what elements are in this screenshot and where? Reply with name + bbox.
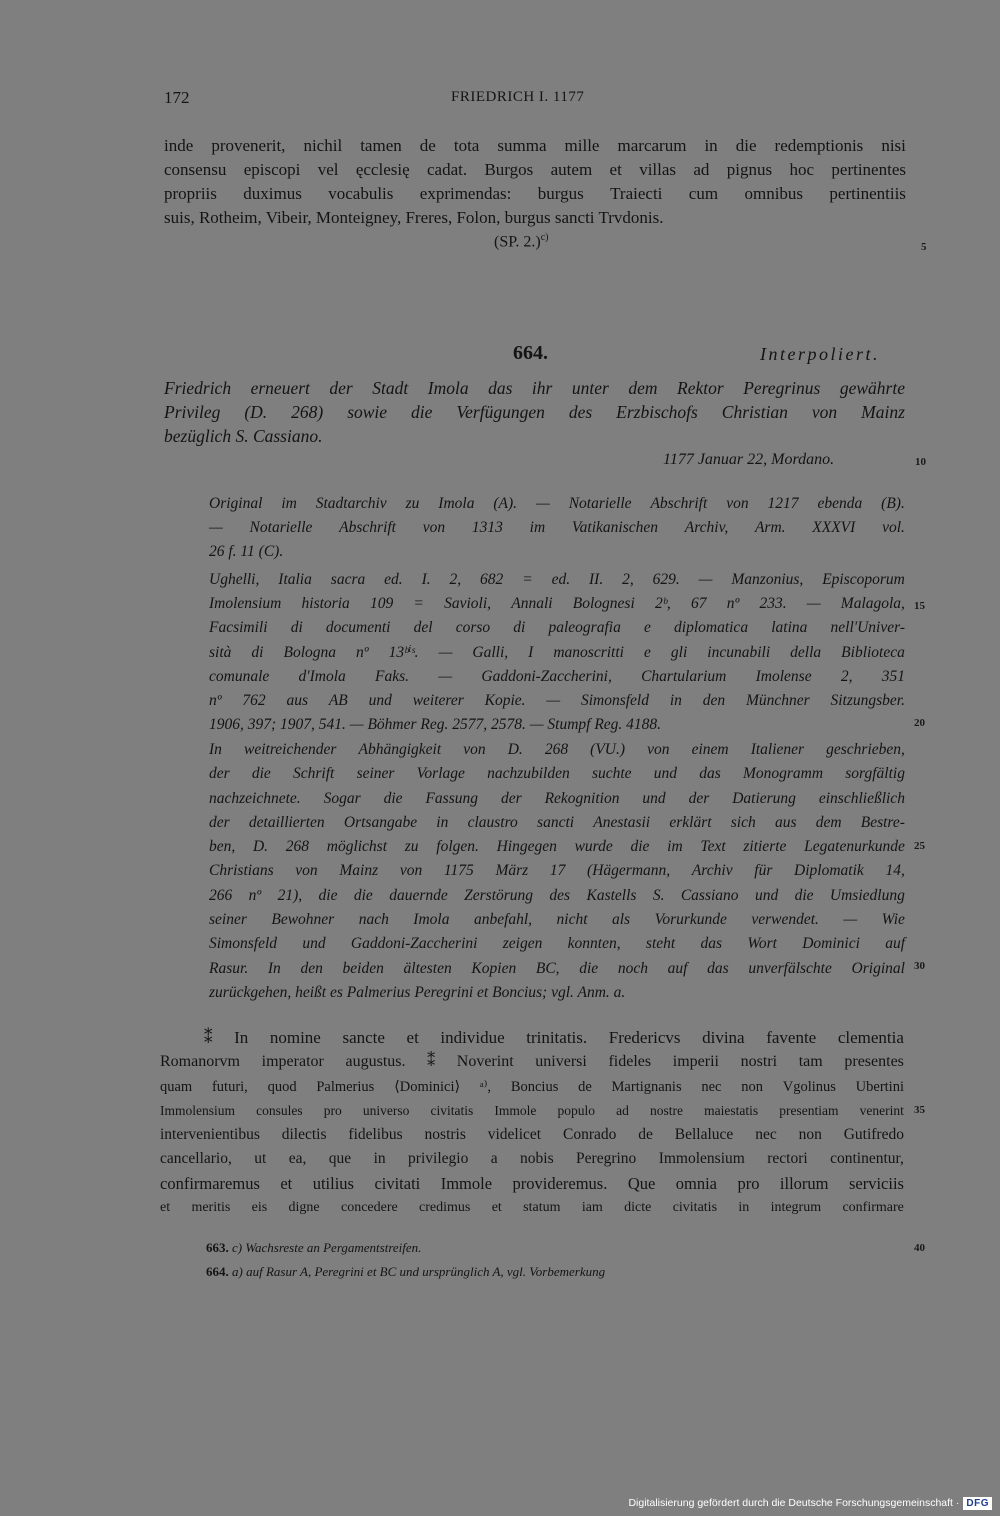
- apparatus-line: comunale d'Imola Faks. — Gaddoni-Zaccherini, Chartularium Imolense 2, 351: [209, 667, 905, 685]
- apparatus-line: der die Schrift seiner Vorlage nachzubilden suchte und das Monogramm sorgfältig: [209, 765, 905, 783]
- charter-line: Romanorvm imperator augustus. ⁑ Noverint universi fideles imperii nostri tam presentes: [160, 1053, 904, 1071]
- apparatus-line: nº 762 aus AB und weiterer Kopie. — Simonsfeld in den Münchner Sitzungsber.: [209, 692, 905, 710]
- summary-line: bezüglich S. Cassiano.: [164, 426, 323, 446]
- apparatus-line: Rasur. In den beiden ältesten Kopien BC, die noch auf das unverfälschte Original: [209, 959, 905, 977]
- text-line: consensu episcopi vel ęcclesię cadat. Burgos autem et villas ad pignus hoc pertinentes: [164, 160, 906, 179]
- apparatus-line: seiner Bewohner nach Imola anbefahl, nicht als Vorurkunde verwendet. — Wie: [209, 911, 905, 929]
- footnote-ref: 663.: [206, 1240, 229, 1255]
- closing-text: (SP. 2.): [494, 233, 541, 251]
- line-number: 15: [914, 600, 925, 612]
- doc-number: 664.: [513, 342, 548, 364]
- doc-status: Interpoliert.: [760, 344, 880, 364]
- prev-doc-text: [164, 134, 906, 230]
- apparatus-line: 1906, 397; 1907, 541. — Böhmer Reg. 2577, 2578. — Stumpf Reg. 4188.: [209, 716, 662, 734]
- line-number: 40: [914, 1242, 925, 1254]
- credit-text: Digitalisierung gefördert durch die Deutsche Forschungsgemeinschaft ·: [628, 1497, 960, 1509]
- apparatus-line: ben, D. 268 möglichst zu folgen. Hingegen wurde die im Text zitierte Legatenurkunde: [209, 838, 905, 856]
- text-line: propriis duximus vocabulis exprimendas: burgus Traiecti cum omnibus pertinentiis: [164, 184, 906, 203]
- charter-line: quam futuri, quod Palmerius ⟨Dominici⟩ ᵃ⁾, Boncius de Martignanis nec non Vgolinus Ubertini: [160, 1078, 904, 1095]
- apparatus-tradition: [209, 492, 905, 564]
- apparatus-line: 26 f. 11 (C).: [209, 543, 284, 560]
- line-number: 20: [914, 717, 925, 729]
- apparatus-line: 266 nº 21), die die dauernde Zerstörung des Kastells S. Cassiano und die Umsiedlung: [209, 886, 905, 904]
- apparatus-line: zurückgehen, heißt es Palmerius Peregrini et Boncius; vgl. Anm. a.: [209, 983, 626, 1001]
- line-number: 5: [921, 241, 927, 253]
- charter-line: ⁑ In nomine sancte et individue trinitatis. Fredericvs divina favente clementia: [204, 1028, 904, 1047]
- dfg-logo: DFG: [963, 1497, 992, 1510]
- summary-line: Privileg (D. 268) sowie die Verfügungen des Erzbischofs Christian von Mainz: [164, 402, 905, 422]
- footnote: [206, 1240, 421, 1256]
- charter-text: [160, 1026, 904, 1220]
- charter-line: et meritis eis digne concedere credimus et statum iam dicte civitatis in integrum confirmare: [160, 1200, 904, 1216]
- footnote-text: a) auf Rasur A, Peregrini et BC und ursprünglich A, vgl. Vorbemerkung: [232, 1264, 606, 1279]
- apparatus-line: der detaillierten Ortsangabe in claustro sancti Anestasii erklärt sich aus dem Bestre-: [209, 813, 905, 831]
- doc-summary: [164, 376, 905, 448]
- apparatus-editions: [209, 568, 905, 737]
- charter-line: Immolensium consules pro universo civitatis Immole populo ad nostre maiestatis presentiam venerint: [160, 1102, 904, 1118]
- apparatus-line: Imolensium historia 109 = Savioli, Annali Bolognesi 2ᵇ, 67 nº 233. — Malagola,: [209, 595, 905, 613]
- page-number: 172: [164, 88, 190, 107]
- text-line: suis, Rotheim, Vibeir, Monteigney, Freres, Folon, burgus sancti Trvdonis.: [164, 208, 664, 227]
- footnote-text: c) Wachsreste an Pergamentstreifen.: [232, 1240, 422, 1255]
- apparatus-line: Simonsfeld und Gaddoni-Zaccherini zeigen konnten, steht das Wort Dominici auf: [209, 935, 905, 953]
- closing-note: c): [540, 232, 549, 243]
- line-number: 25: [914, 840, 925, 852]
- charter-line: cancellario, ut ea, que in privilegio a nobis Peregrino Immolensium rectori continentur,: [160, 1150, 904, 1168]
- footnote: [206, 1264, 605, 1280]
- apparatus-line: Original im Stadtarchiv zu Imola (A). — Notarielle Abschrift von 1217 ebenda (B).: [209, 495, 905, 512]
- apparatus-line: — Notarielle Abschrift von 1313 im Vatikanischen Archiv, Arm. XXXVI vol.: [209, 519, 905, 536]
- digitization-credit: [628, 1492, 992, 1514]
- apparatus-line: Christians von Mainz von 1175 März 17 (Hägermann, Archiv für Diplomatik 14,: [209, 862, 905, 880]
- running-title: FRIEDRICH I. 1177: [451, 89, 585, 105]
- apparatus-commentary: [209, 738, 905, 1005]
- prev-doc-closing: [494, 232, 548, 251]
- summary-line: Friedrich erneuert der Stadt Imola das ihr unter dem Rektor Peregrinus gewährte: [164, 378, 905, 398]
- charter-line: intervenientibus dilectis fidelibus nostris videlicet Conrado de Bellaluce nec non Gutifredo: [160, 1126, 904, 1144]
- text-line: inde provenerit, nichil tamen de tota summa mille marcarum in die redemptionis nisi: [164, 136, 906, 155]
- line-number: 10: [915, 456, 926, 468]
- footnote-ref: 664.: [206, 1264, 229, 1279]
- apparatus-line: In weitreichender Abhängigkeit von D. 268 (VU.) von einem Italiener geschrieben,: [209, 741, 905, 758]
- line-number: 35: [914, 1104, 925, 1116]
- doc-date-place: 1177 Januar 22, Mordano.: [663, 451, 835, 468]
- line-number: 30: [914, 960, 925, 972]
- charter-line: confirmaremus et utilius civitati Immole provideremus. Que omnia pro illorum serviciis: [160, 1173, 904, 1193]
- apparatus-line: sità di Bologna nº 13ᵇⁱˢ. — Galli, I manoscritti e gli incunabili della Biblioteca: [209, 643, 905, 661]
- apparatus-line: Ughelli, Italia sacra ed. I. 2, 682 = ed. II. 2, 629. — Manzonius, Episcoporum: [209, 571, 905, 588]
- apparatus-line: Facsimili di documenti del corso di paleografia e diplomatica latina nell'Univer-: [209, 619, 905, 637]
- apparatus-line: nachzeichnete. Sogar die Fassung der Rekognition und der Datierung einschließlich: [209, 789, 905, 807]
